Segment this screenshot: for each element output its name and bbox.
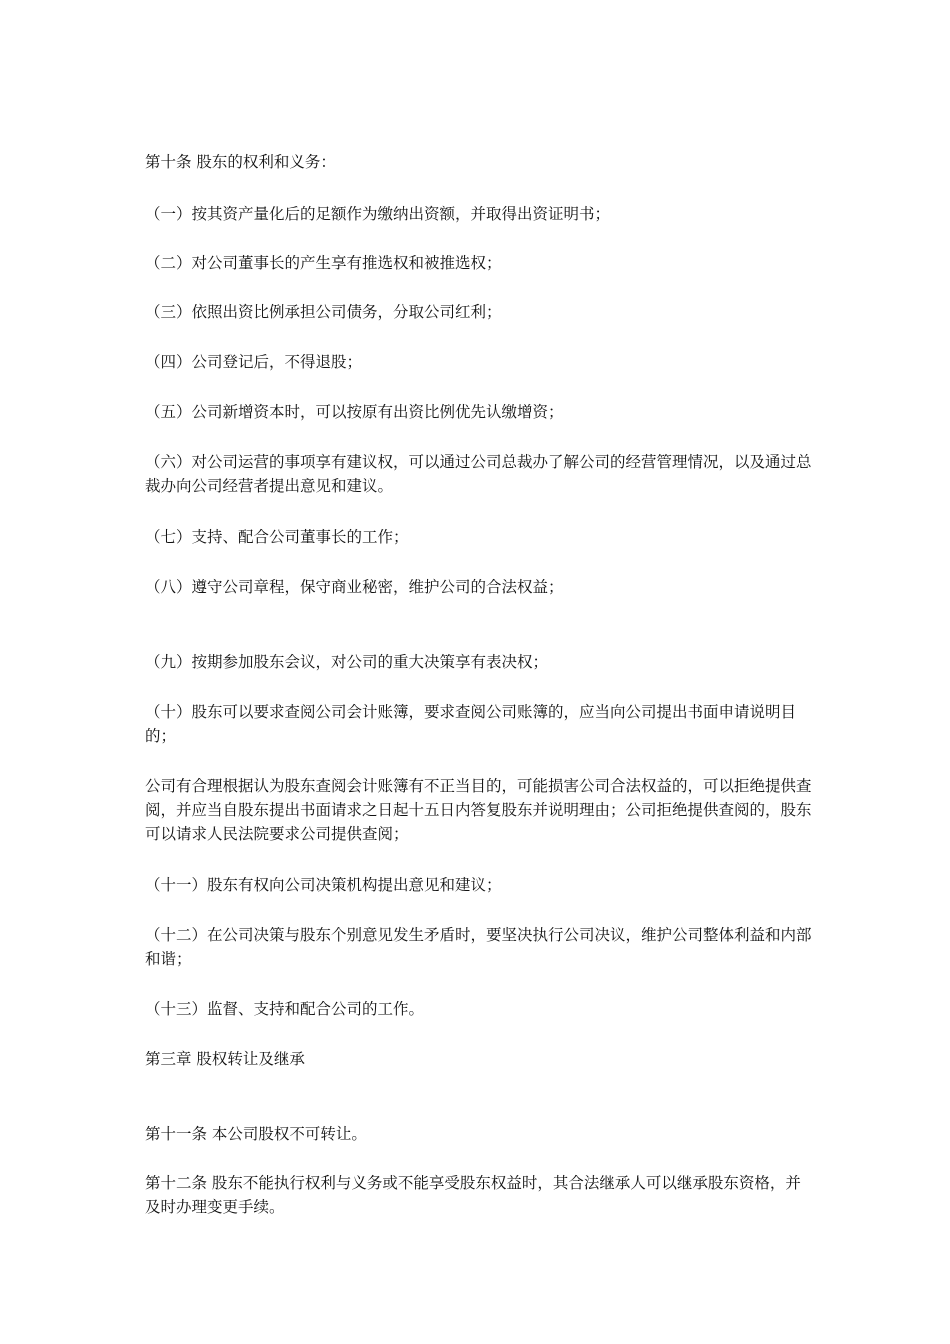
clause-4: （四）公司登记后，不得退股； (145, 353, 363, 371)
clause-10: （十）股东可以要求查阅公司会计账簿，要求查阅公司账簿的，应当向公司提出书面申请说明目的； (145, 703, 797, 745)
article-10-heading: 第十条 股东的权利和义务： (145, 153, 336, 171)
article-12: 第十二条 股东不能执行权利与义务或不能享受股东权益时，其合法继承人可以继承股东资格，并及时办理变更手续。 (145, 1174, 801, 1216)
clause-7: （七）支持、配合公司董事长的工作； (145, 528, 409, 546)
clause-8: （八）遵守公司章程，保守商业秘密，维护公司的合法权益； (145, 578, 564, 596)
clause-5: （五）公司新增资本时，可以按原有出资比例优先认缴增资； (145, 403, 564, 421)
clause-3: （三）依照出资比例承担公司债务，分取公司红利； (145, 303, 502, 321)
clause-9: （九）按期参加股东会议，对公司的重大决策享有表决权； (145, 653, 549, 671)
chapter-3-heading: 第三章 股权转让及继承 (145, 1050, 305, 1068)
clause-12: （十二）在公司决策与股东个别意见发生矛盾时，要坚决执行公司决议，维护公司整体利益和内部和谐； (145, 926, 812, 968)
clause-11: （十一）股东有权向公司决策机构提出意见和建议； (145, 876, 502, 894)
clause-6: （六）对公司运营的事项享有建议权，可以通过公司总裁办了解公司的经营管理情况，以及通过总裁办向公司经营者提出意见和建议。 (145, 453, 812, 495)
clause-10-note: 公司有合理根据认为股东查阅会计账簿有不正当目的，可能损害公司合法权益的，可以拒绝提供查阅，并应当自股东提出书面请求之日起十五日内答复股东并说明理由；公司拒绝提供查阅的，股东可以请求人民法院要求公司提供查阅； (145, 777, 812, 843)
clause-13: （十三）监督、支持和配合公司的工作。 (145, 1000, 425, 1018)
clause-2: （二）对公司董事长的产生享有推选权和被推选权； (145, 254, 502, 272)
clause-1: （一）按其资产量化后的足额作为缴纳出资额，并取得出资证明书； (145, 205, 611, 223)
article-11: 第十一条 本公司股权不可转让。 (145, 1125, 367, 1143)
